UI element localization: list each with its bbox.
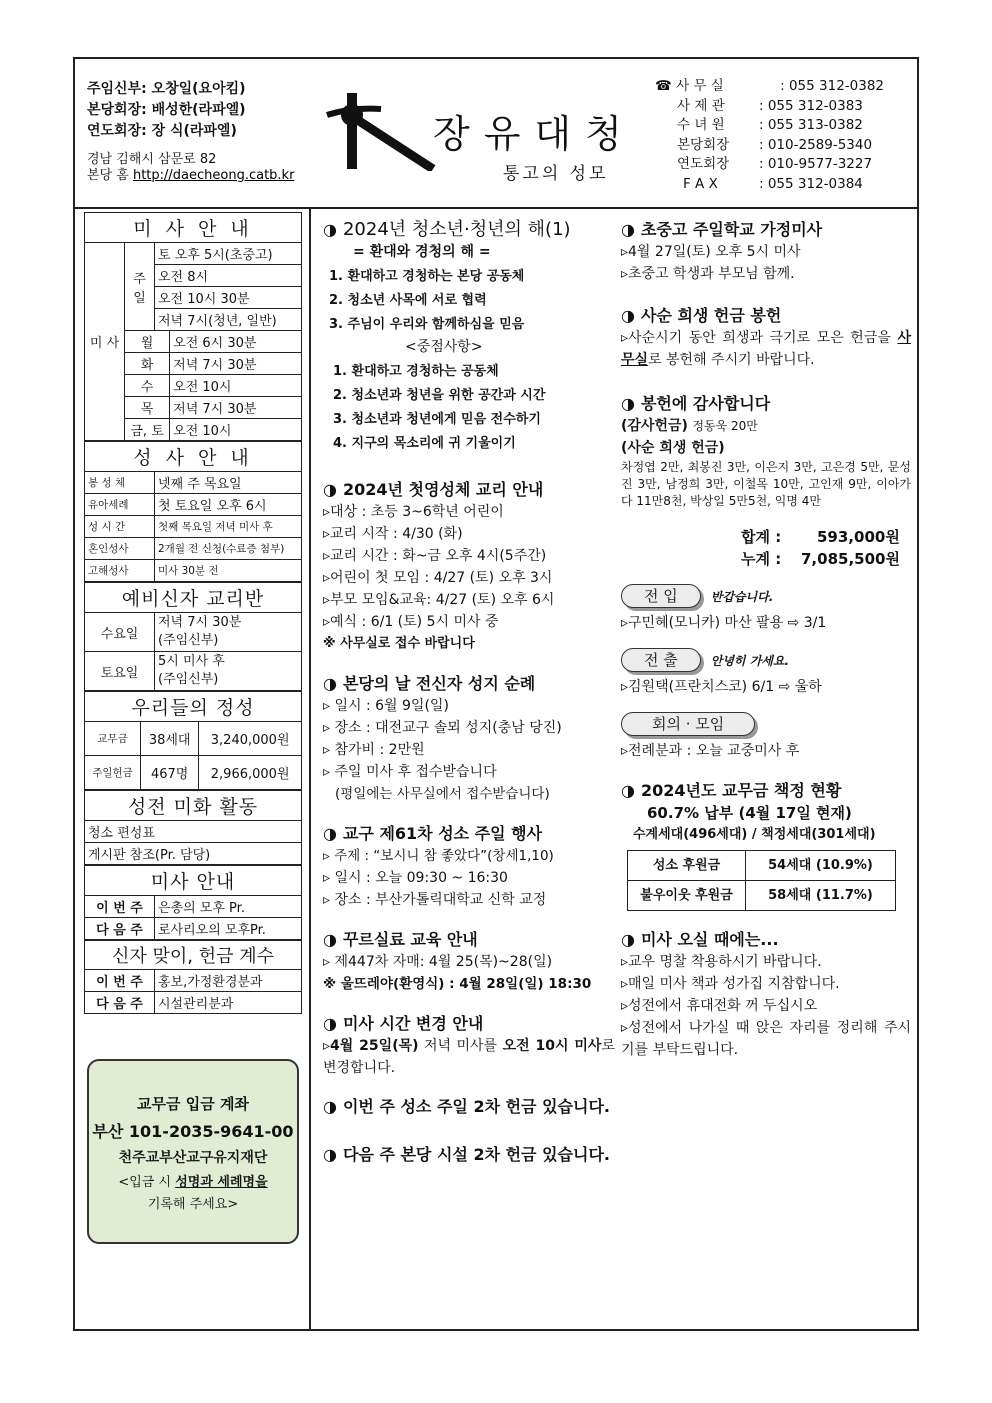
- half-circle-icon: ◑: [621, 220, 635, 239]
- contact-list: [655, 77, 884, 195]
- bulletin-frame: [73, 57, 919, 1331]
- total-value: 7,085,500원: [801, 550, 900, 568]
- change-date: ▹4월 25일(목): [323, 1038, 419, 1054]
- list-item: ▹교리 시간 : 화~금 오후 4시(5주간): [323, 548, 547, 564]
- weekday-time: 오전 6시 30분: [170, 331, 302, 353]
- welcome-week: 다 음 주: [85, 992, 155, 1014]
- list-item: ▹구민혜(모니카) 마산 팔용 ⇨ 3/1: [621, 615, 827, 631]
- offering-name: 교무금: [85, 722, 141, 756]
- parish-subtitle: 통고의 성모: [503, 164, 609, 184]
- list-item: ▹교우 명찰 착용하시기 바랍니다.: [621, 954, 822, 970]
- list-item: 2. 청소년과 청년을 위한 공간과 시간: [333, 388, 546, 403]
- section-dues-status: ◑ 2024년도 교무금 책정 현황: [621, 781, 842, 800]
- offering-name: 주일헌금: [85, 756, 141, 790]
- sunday-col-label: 주 일: [125, 243, 155, 331]
- offering-count: 38세대: [141, 722, 199, 756]
- half-circle-icon: ◑: [621, 394, 635, 413]
- section-cursillo: ◑ 꾸르실료 교육 안내: [323, 930, 478, 949]
- dues-households: 수계세대(496세대) / 책정세대(301세대): [633, 827, 876, 842]
- change-text: 저녁 미사를: [418, 1038, 503, 1054]
- mass2-title: 미사 안내: [85, 866, 302, 896]
- half-circle-icon: ◑: [323, 1097, 337, 1116]
- office-emphasis: 사무실: [621, 330, 911, 368]
- sum-value: 593,000원: [817, 528, 900, 546]
- weekday-time: 오전 10시: [170, 419, 302, 441]
- list-item: ▹예식 : 6/1 (토) 5시 미사 중: [323, 614, 499, 630]
- staff-info: [87, 79, 294, 184]
- section-mass-etiquette: ◑ 미사 오실 때에는...: [621, 930, 779, 949]
- section-thanks: ◑ 봉헌에 감사합니다: [621, 394, 771, 413]
- weekday: 월: [125, 331, 170, 353]
- section-lent-offering: ◑ 사순 희생 헌금 봉헌: [621, 306, 782, 325]
- decor-title: 성전 미화 활동: [85, 791, 302, 821]
- section-mass-time-change: ◑ 미사 시간 변경 안내: [323, 1014, 484, 1033]
- mass-title: 미 사 안 내: [85, 213, 302, 243]
- sacrament-title: 성 사 안 내: [85, 442, 302, 472]
- catechumen-day: 수요일: [85, 613, 155, 652]
- sunday-time: 오전 10시 30분: [155, 287, 302, 309]
- offering-table: [84, 691, 302, 790]
- youth-subtitle: = 환대와 경청의 해 =: [353, 244, 491, 260]
- catechumen-time: 5시 미사 후: [158, 654, 225, 669]
- memorial-president: 연도회장: 장 식(라파엘): [87, 123, 237, 139]
- catechumen-table: [84, 582, 302, 691]
- half-circle-icon: ◑: [323, 674, 337, 693]
- duty-value: 로사리오의 모후Pr.: [155, 918, 302, 940]
- half-circle-icon: ◑: [323, 824, 337, 843]
- parish-president: 본당회장: 배성한(라파엘): [87, 102, 246, 118]
- sunday-time: 토 오후 5시(초중고): [155, 243, 302, 265]
- list-item: 3. 주님이 우리와 함께하심을 믿음: [329, 317, 525, 332]
- support-name: 불우이웃 후원금: [628, 881, 746, 911]
- list-item: ▹성전에서 휴대전화 꺼 두십시오: [621, 998, 818, 1014]
- support-table: [627, 850, 896, 911]
- list-item: ▹대상 : 초등 3~6학년 어린이: [323, 504, 504, 520]
- address: 경남 김해시 삼문로 82: [87, 152, 217, 167]
- sacrament-name: 혼인성사: [85, 538, 155, 560]
- lent-label: (사순 희생 헌금): [621, 440, 725, 456]
- weekday: 목: [125, 397, 170, 419]
- bank-note: <입금 시: [118, 1175, 176, 1190]
- list-item: ▹교리 시작 : 4/30 (화): [323, 526, 463, 542]
- bank-account-box: [87, 1059, 299, 1244]
- decor-item: 청소 편성표: [85, 821, 302, 843]
- section-facility-collection: ◑ 다음 주 본당 시설 2차 헌금 있습니다.: [323, 1145, 610, 1164]
- mass-duty-table: [84, 865, 302, 940]
- thanks-value: 정동욱 20만: [692, 419, 758, 433]
- welcome-handwriting: 반갑습니다.: [710, 590, 774, 604]
- half-circle-icon: ◑: [323, 1014, 337, 1033]
- note: ※ 사무실로 접수 바랍니다: [323, 636, 475, 651]
- sacrament-name: 유아세례: [85, 494, 155, 516]
- focus-title: <중점사항>: [405, 339, 483, 355]
- sunday-time: 저녁 7시(청년, 일반): [155, 309, 302, 331]
- list-item: ▹ 장소 : 대전교구 솔뫼 성지(충남 당진): [323, 720, 562, 736]
- half-circle-icon: ◑: [323, 930, 337, 949]
- list-item: ▹ 제447차 자매: 4월 25(목)~28(일): [323, 954, 553, 970]
- bank-title: 교무금 입금 계좌: [137, 1095, 249, 1113]
- weekday-time: 오전 10시: [170, 375, 302, 397]
- list-item: ▹4월 27일(토) 오후 5시 미사: [621, 244, 801, 260]
- transfer-in-badge: 전 입: [621, 584, 701, 608]
- list-item: ▹ 장소 : 부산가톨릭대학교 신학 교정: [323, 892, 547, 908]
- list-item: ▹ 참가비 : 2만원: [323, 742, 425, 758]
- thanks-label: (감사헌금): [621, 418, 688, 434]
- support-value: 54세대 (10.9%): [746, 851, 896, 881]
- list-item: ▹매일 미사 책과 성가집 지참합니다.: [621, 976, 840, 992]
- weekday: 화: [125, 353, 170, 375]
- catechumen-time: 저녁 7시 30분: [158, 615, 242, 630]
- list-item: 1. 환대하고 경청하는 본당 공동체: [329, 269, 525, 284]
- sacrament-value: 첫째 목요일 저녁 미사 후: [155, 516, 302, 538]
- sunday-time: 오전 8시: [155, 265, 302, 287]
- half-circle-icon: ◑: [621, 930, 635, 949]
- change-text: 로 변경합니다.: [323, 1038, 615, 1076]
- homepage-label: 본당 홈: [87, 168, 129, 183]
- contact-row: ☎ 사 무 실 : 055 312-0382: [655, 78, 885, 94]
- support-name: 성소 후원금: [628, 851, 746, 881]
- half-circle-icon: ◑: [621, 306, 635, 325]
- mass-table: [84, 212, 302, 441]
- list-item: ▹전례분과 : 오늘 교중미사 후: [621, 743, 800, 759]
- section-first-communion: ◑ 2024년 첫영성체 교리 안내: [323, 480, 544, 499]
- sacrament-table: [84, 441, 302, 582]
- farewell-handwriting: 안녕히 가세요.: [710, 654, 790, 668]
- sacrament-value: 미사 30분 전: [155, 560, 302, 582]
- contact-row: 연도회장 : 010-9577-3227: [677, 156, 873, 173]
- transfer-out-badge: 전 출: [621, 648, 701, 672]
- welcome-value: 홍보,가정환경분과: [155, 970, 302, 992]
- contact-row: 본당회장 : 010-2589-5340: [677, 136, 873, 153]
- welcome-value: 시설관리분과: [155, 992, 302, 1014]
- list-item: ▹ 일시 : 오늘 09:30 ~ 16:30: [323, 870, 508, 886]
- section-vocation-sunday: ◑ 교구 제61차 성소 주일 행사: [323, 824, 543, 843]
- list-item: ▹ 주일 미사 후 접수받습니다: [323, 764, 497, 780]
- total-label: 누계 :: [741, 550, 782, 568]
- duty-week: 다 음 주: [85, 918, 155, 940]
- list-item: ▹어린이 첫 모임 : 4/27 (토) 오후 3시: [323, 570, 553, 586]
- welcome-table: [84, 940, 302, 1014]
- weekday: 수: [125, 375, 170, 397]
- welcome-title: 신자 맞이, 헌금 계수: [85, 941, 302, 970]
- dues-percent: 60.7% 납부 (4월 17일 현재): [647, 804, 852, 822]
- contact-row: 수 녀 원 : 055 313-0382: [677, 117, 863, 134]
- support-value: 58세대 (11.7%): [746, 881, 896, 911]
- decor-table: [84, 790, 302, 865]
- sum-label: 합계 :: [741, 528, 782, 546]
- contact-row: 사 제 관 : 055 312-0383: [677, 97, 863, 114]
- offering-amount: 3,240,000원: [199, 722, 302, 756]
- sidebar: [84, 212, 302, 1014]
- meeting-badge: 회의 · 모임: [621, 712, 755, 736]
- middle-column: [323, 217, 615, 1167]
- list-item: ▹ 일시 : 6월 9일(일): [323, 698, 449, 714]
- column-divider: [309, 209, 311, 1331]
- bank-note: 기록해 주세요>: [147, 1197, 239, 1212]
- catechumen-title: 예비신자 교리반: [85, 583, 302, 613]
- sacrament-name: 고해성사: [85, 560, 155, 582]
- offering-count: 467명: [141, 756, 199, 790]
- list-item: ▹초중고 학생과 부모님 함께.: [621, 266, 795, 282]
- list-item: 4. 지구의 목소리에 귀 기울이기: [333, 436, 516, 451]
- sacrament-value: 첫 토요일 오후 6시: [155, 494, 302, 516]
- bank-holder: 천주교부산교구유지재단: [118, 1150, 268, 1166]
- sacrament-name: 성 시 간: [85, 516, 155, 538]
- cross-logo-icon: [325, 93, 437, 171]
- bank-note-emphasis: 성명과 세례명을: [175, 1175, 268, 1190]
- list-item: ▹부모 모임&교육: 4/27 (토) 오후 6시: [323, 592, 555, 608]
- mass-col-label: 미 사: [85, 243, 125, 441]
- sacrament-name: 봉 성 체: [85, 472, 155, 494]
- offering-amount: 2,966,000원: [199, 756, 302, 790]
- list-item: 1. 환대하고 경청하는 공동체: [333, 364, 499, 379]
- offering-title: 우리들의 정성: [85, 692, 302, 722]
- homepage-link[interactable]: http://daecheong.catb.kr: [132, 168, 295, 183]
- section-family-mass: ◑ 초중고 주일학교 가정미사: [621, 220, 823, 239]
- donor-list: 차정엽 2만, 최봉진 3만, 이은지 3만, 고은경 5만, 문성진 3만, 남정희 3만, 이철목 10만, 고인재 9만, 이아가다 11만8천, 박상일 5만5천, 익명 4만: [621, 460, 911, 508]
- parish-title: 장유대청: [433, 112, 636, 156]
- change-new-time: 오전 10시 미사: [502, 1038, 602, 1054]
- bank-account: 부산 101-2035-9641-00: [92, 1122, 294, 1141]
- phone-icon: ☎: [655, 78, 672, 94]
- weekday: 금, 토: [125, 419, 170, 441]
- duty-week: 이 번 주: [85, 896, 155, 918]
- section-youth-year: ◑ 2024년 청소년·청년의 해(1): [323, 219, 571, 240]
- sacrament-value: 넷째 주 목요일: [155, 472, 302, 494]
- half-circle-icon: ◑: [323, 480, 337, 499]
- weekday-time: 저녁 7시 30분: [170, 397, 302, 419]
- weekday-time: 저녁 7시 30분: [170, 353, 302, 375]
- list-item: 2. 청소년 사목에 서로 협력: [329, 293, 487, 308]
- list-item: ▹성전에서 나가실 때 앉은 자리를 정리해 주시기를 부탁드립니다.: [621, 1020, 911, 1058]
- list-item: ▹김원택(프란치스코) 6/1 ⇨ 울하: [621, 679, 822, 695]
- decor-item: 게시판 참조(Pr. 담당): [85, 843, 302, 865]
- welcome-week: 이 번 주: [85, 970, 155, 992]
- half-circle-icon: ◑: [323, 1145, 337, 1164]
- half-circle-icon: ◑: [323, 220, 337, 239]
- lent-text: 로 봉헌해 주시기 바랍니다.: [648, 352, 815, 368]
- right-column: [621, 217, 911, 1061]
- catechumen-by: (주임신부): [158, 672, 219, 687]
- section-vocation-collection: ◑ 이번 주 성소 주일 2차 헌금 있습니다.: [323, 1097, 610, 1116]
- half-circle-icon: ◑: [621, 781, 635, 800]
- body-area: [75, 209, 917, 1331]
- note: ※ 울뜨레야(환영식) : 4월 28일(일) 18:30: [323, 976, 592, 992]
- sacrament-value: 2개월 전 신청(수료증 첨부): [155, 538, 302, 560]
- list-item: 3. 청소년과 청년에게 믿음 전수하기: [333, 412, 541, 427]
- list-item: ▹ 주제 : “보시니 참 좋았다”(창세1,10): [323, 848, 554, 864]
- contact-row: F A X : 055 312-0384: [683, 175, 863, 192]
- catechumen-day: 토요일: [85, 652, 155, 691]
- catechumen-by: (주임신부): [158, 633, 219, 648]
- duty-value: 은총의 모후 Pr.: [155, 896, 302, 918]
- pastor: 주임신부: 오창일(요아킴): [87, 81, 246, 97]
- lent-text: ▹사순시기 동안 희생과 극기로 모은 헌금을: [621, 330, 898, 346]
- header: [75, 59, 917, 209]
- section-pilgrimage: ◑ 본당의 날 전신자 성지 순례: [323, 674, 536, 693]
- note: (평일에는 사무실에서 접수받습니다): [335, 786, 550, 802]
